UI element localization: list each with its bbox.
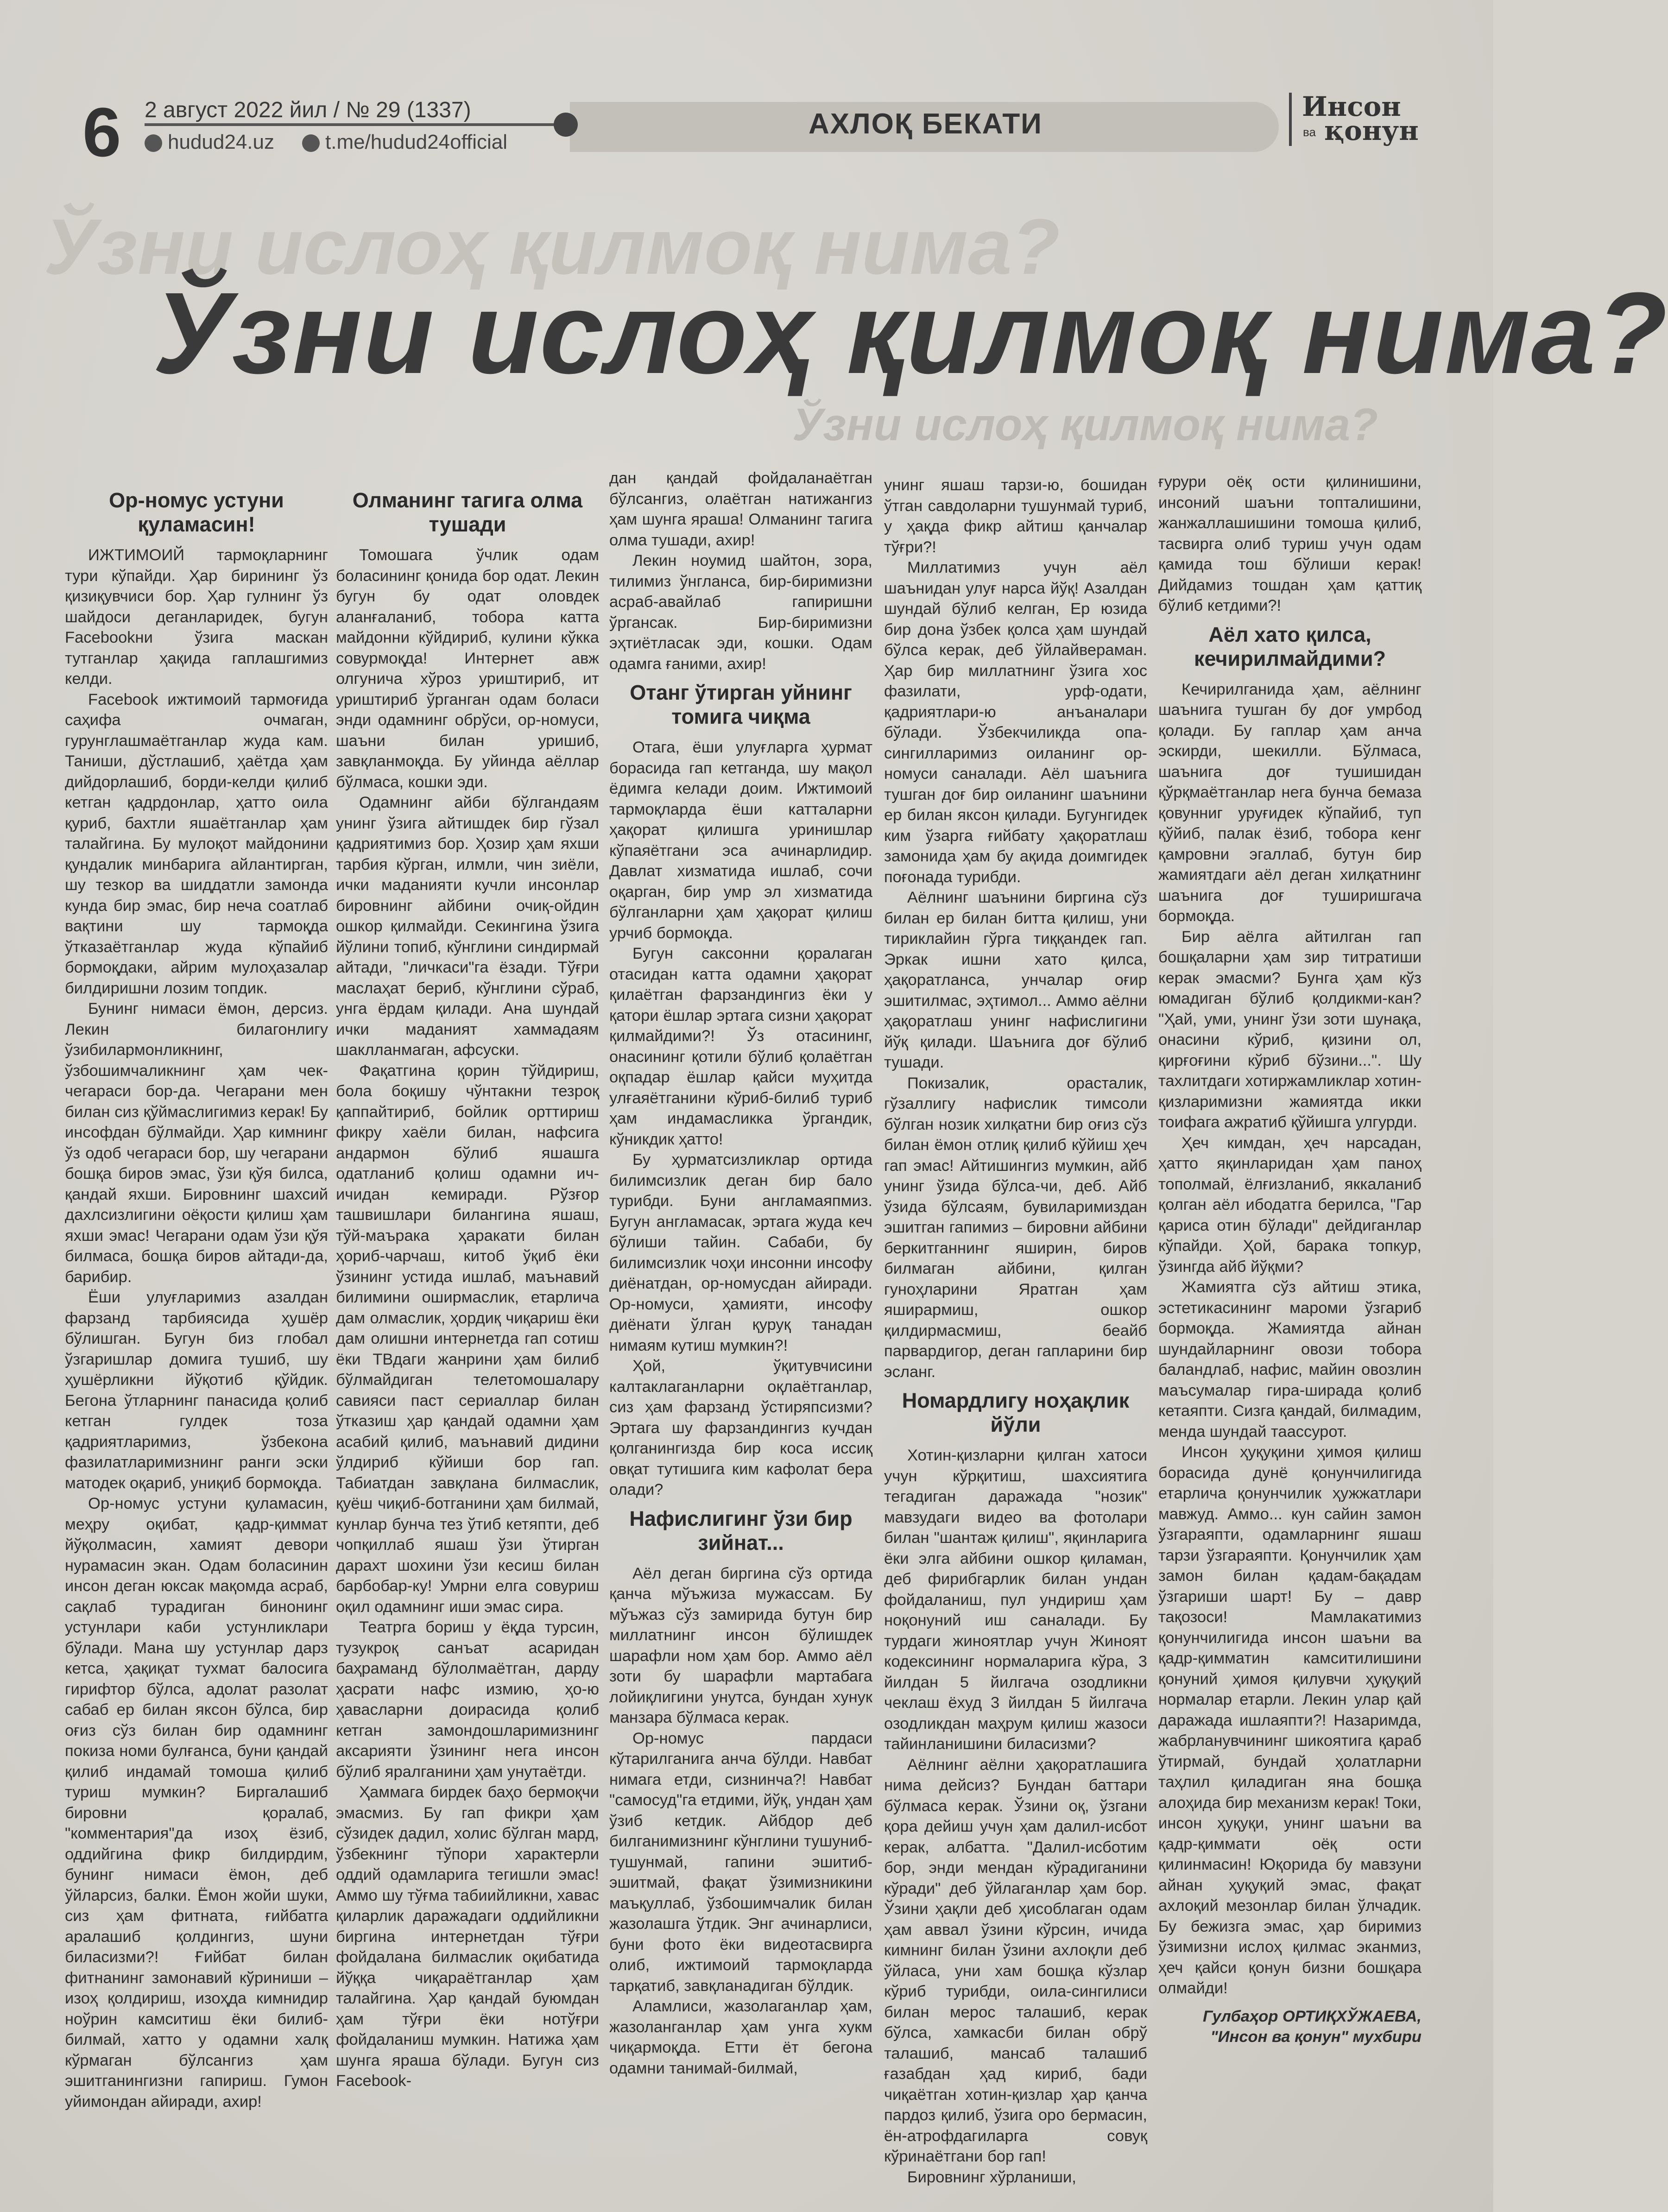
author-role: "Инсон ва қонун" мухбири bbox=[1210, 2028, 1422, 2046]
paragraph: Отага, ёши улуғларга ҳурмат борасида гап кетганда, шу мақол ёдимга келади доим. Ижтимоий тармоқларда ёши катталарни ҳақорат қилишга уринишлар кўпаяётгани эса ачинарлидир. Давлат хизматида ишлаб, сочи оқарган, бир умр эл хизматида бўлганларни ҳам ҳақорат қилиш урчиб бормоқда. bbox=[609, 739, 872, 942]
ghost-title: Ўзни ислоҳ қилмоқ нима? bbox=[44, 203, 1060, 291]
logo-word-inson: Инсон bbox=[1302, 91, 1401, 122]
page-number: 6 bbox=[82, 93, 121, 171]
paragraph: Хотин-қизларни қилган хатоси учун кўрқитиш, шахсиятига тегадиган даражада "нозик" мавзудаги видео ва фотолари билан "шантаж қилиш", яқинларига ёки элга айбини ошкор қиламан, деб фирибгарлик билан ундан фойдаланиш, пул ундириш ҳам ноқонуний иш саналади. Бу турдаги жиноятлар учун Жиноят кодексининг нормаларига кўра, 3 йилдан 5 йилгача озодликни чеклаш ёхуд 3 йилдан 5 йилгача озодликдан маҳрум қилиш жазоси тайинланишини биласизми? bbox=[884, 1447, 1147, 1753]
author-signature bbox=[1158, 2006, 1422, 2047]
paragraph: Аёл деган биргина сўз ортида қанча мўъжиза мужассам. Бу мўъжаз сўз замирида бутун бир миллатнинг инсон бўлишдек шарафли ном ҳам бор. Аммо аёл зоти бу шарафли мартабага лойиқлигини унутса, бундан хунук манзара бўлмаса керак. bbox=[609, 1564, 872, 1726]
paragraph: Ҳаммага бирдек баҳо бермоқчи эмасмиз. Бу гап фикри ҳам сўзидек дадил, холис бўлган мард, ўзбекнинг тўпори характерли оддий одамларига тегишли эмас! Аммо шу тўғма табиийликни, хавас қиларлик даражадаги оддийликни биргина интернетдан тўғри фойдалана билмаслик оқибатида йўққа чиқараётганлар ҳам талайгина. Ҳар қандай буюмдан ҳам тўғри ёки нотўғри фойдаланиш мумкин. Натижа ҳам шунга яраша бўлади. Бугун сиз Facebook- bbox=[336, 1783, 599, 2090]
paragraph: Ор-номус устуни қуламасин, меҳру оқибат, қадр-қиммат йўқолмасин, хамият девори нурамасин экан. Одам боласинин инсон деган юксак мақомда асраб, сақлаб турадиган бинонинг устунлари каби устунликлари бўлади. Мана шу устунлар дарз кетса, ҳақиқат тухмат балосига гирифтор бўлса, адолат разолат сабаб ер билан яксон бўлса, бир оғиз сўз билан бир одамнинг покиза номи булғанса, буни қандай қилиб индамай томоша қилиб туриш мумкин? Биргалашиб бировни қоралаб, "комментария"да изоҳ ёзиб, оддийгина фикр билдирдим, бунинг нимаси ёмон, деб ўйларсиз, балки. Ёмон жойи шуки, сиз ҳам фитната, ғийбатга аралашиб қолдингиз, шуни биласизми?! Ғийбат билан фитнанинг замонавий кўриниши – изоҳ қолдириш, изоҳда кимнидир ноўрин камситиш ёки билиб-билмай, хатто у одамни халқ кўрмаган бўлсангиз ҳам эшитганингизни гапириш. Гумон уйимондан айиради, ахир! bbox=[65, 1495, 328, 2111]
paragraph: Одамнинг айби бўлгандаям унинг ўзига айтишдек бир гўзал қадриятимиз бор. Ҳозир ҳам яхши тарбия кўрган, илмли, чин зиёли, ички маданияти кучли инсонлар бировнинг айбини очиқ-ойдин ошкор қилмайди. Секингина ўзига йўлини топиб, кўнглини синдирмай айтади, "личкаси"га ёзади. Тўғри маслаҳат бериб, кўнглини сўраб, унга ёрдам қилади. Ана шундай ички маданият хаммадаям шаклланмаган, афсуски. bbox=[336, 794, 599, 1059]
paragraph: Ҳеч кимдан, ҳеч нарсадан, ҳатто яқинларидан ҳам паноҳ тополмай, ёлғизланиб, яккаланиб қолган аёл ибодатга берилса, "Гар қариса отин бўлади" дейдиганлар кўпайди. Ҳой, барака топкур, ўзингда айб йўқми? bbox=[1158, 1134, 1422, 1276]
telegram-link[interactable]: t.me/hudud24official bbox=[302, 131, 507, 154]
subheading: Ор-номус устуни қуламасин! bbox=[109, 488, 284, 536]
paragraph: Facebook ижтимоий тармоғида саҳифа очмаган, гурунглашмаётганлар жуда кам. Таниши, дўстлашиб, ҳаётда ҳам дийдорлашиб, борди-келди қилиб кетган қадрдонлар, ҳатто оила қуриб, бахтли яшаётганлар ҳам талайгина. Бу мулоқот майдонини қундалик минбарига айлантирган, шу тезкор ва шиддатли замонда кунда бир эмас, бир неча соатлаб вақтини шу тармоқда ўтказаётганлар жуда кўпайиб бормоқдаки, айрим мулоҳазалар билдиришни лозим топдик. bbox=[65, 690, 328, 997]
website-link[interactable]: hudud24.uz bbox=[145, 131, 274, 154]
subheading: Нафислигинг ўзи бир зийнат... bbox=[629, 1506, 853, 1555]
header-links bbox=[145, 131, 507, 154]
paragraph: Томошага ўчлик одам боласининг қонида бор одат. Лекин бугун бу одат оловдек аланғаланиб, тобора катта майдонни кўйдириб, кулини кўкка совурмоқда! Интернет авж олгунича хўроз уриштириб, ит уриштириб ўрганган одам боласи энди одамнинг обрўси, ор-номуси, шаъни билан уришиб, завқланмоқда. Бу уйинда аёллар бўлмаса, кошки эди. bbox=[336, 546, 599, 791]
paragraph: Ёши улуғларимиз азалдан фарзанд тарбиясида ҳушёр бўлишган. Бугун биз глобал ўзгаришлар домига тушиб, шу ҳушёрликни йўқотиб қўйдик. Бегона ўтларнинг панасида қолиб кетган гулдек тоза қадриятларимиз, ўзбекона фазилатларимизнинг ранги эски матодек оқариб, униқиб бормоқда. bbox=[65, 1289, 328, 1492]
paragraph: Кечирилганида ҳам, аёлнинг шаънига тушган бу доғ умрбод қолади. Бу гаплар ҳам анча эскирди, шекилли. Бўлмаса, шаънига доғ тушишидан қўрқмаётганлар нега бунча бемаза қовунниг уруғидек кўпайиб, туп қўйиб, палак ёзиб, тобора кенг қамровни эгаллаб, бутун бир жамиятдаги аёл деган хилқатнинг шаънига доғ туширишгача бормоқда. bbox=[1158, 680, 1422, 925]
paragraph: дан қандай фойдаланаётган бўлсангиз, олаётган натижангиз ҳам шунга яраша! Олманинг тагига олма тушади, ахир! bbox=[609, 469, 872, 549]
issue-date: 2 август 2022 йил / № 29 (1337) bbox=[145, 98, 471, 122]
paragraph: Аёлнинг аёлни ҳақоратлашига нима дейсиз? Бундан баттари бўлмаса керак. Ўзини оқ, ўзгани қора дейиш учун ҳам далил-исбот керак, албатта. "Далил-исботим бор, энди мендан кўрадиганини кўради" деб ўйлаганлар ҳам бор. Ўзини ҳақли деб ҳисоблаган одам ҳам аввал ўзини кўрсин, ичида кимнинг билан ўзини ахлоқли деб ўйласа, уни хам бошқа кўзлар кўриб турибди, оила-сингилиси билан мерос талашиб, керак бўлса, хамкасби билан обрў талашиб, мансаб талашиб ғазабдан ҳад кириб, бади чиқаётган хотин-қизлар ҳар қанча пардоз қилиб, ўзига оро бермасин, ён-атрофдагиларга совуқ кўринаётгани бор гап! bbox=[884, 1756, 1147, 2165]
paragraph: Бировнинг хўрланиши, bbox=[907, 2168, 1076, 2186]
paragraph: ғурури оёқ ости қилинишини, инсоний шаъни топталишини, жанжаллашишини томоша қилиб, тасвирга олиб туриш учун одам қамида тош бўлиши керак! Дийдамиз тошдан ҳам қаттиқ бўлиб кетдими?! bbox=[1158, 473, 1422, 614]
ghost-subtitle: Ўзни ислоҳ қилмоқ нима? bbox=[792, 399, 1378, 450]
paragraph: Бугун саксонни қоралаган отасидан катта одамни ҳақорат қилаётган фарзандингиз ёки у қатори ёшлар эртага сизни ҳақорат қилмайдими?! Ўз отасининг, онасининг қотили бўлиб қолаётган оқпадар ёшлар қайси муҳитда улғаяётганини кўриб-билиб туриб ҳам индамасликка ўргандик, кўникдик ҳатто! bbox=[609, 945, 872, 1148]
subheading: Номардлигу ноҳақлик йўли bbox=[902, 1389, 1130, 1436]
paragraph: Ор-номус пардаси кўтарилганига анча бўлди. Навбат нимага етди, сизнинчa?! Навбат "самосуд"га етдими, йўқ, ундан ҳам ўзиб кетдик. Айбдор деб билганимизнинг кўнглини тушуниб-тушунмай, гапини эшитиб-эшитмай, фақат ўзимизникини маъқуллаб, ўзбошимчалик билан жазолашга ўтдик. Энг ачинарлиси, буни фото ёки видеотасвирга олиб, ижтимоий тармоқларда тарқатиб, завқланадиган бўлдик. bbox=[609, 1729, 872, 1995]
paragraph: унинг яшаш тарзи-ю, бошидан ўтган савдоларни тушунмай туриб, у ҳақда фикр айтиш қанчалар тўғри?! bbox=[884, 476, 1147, 556]
section-title: АХЛОҚ БЕКАТИ bbox=[809, 108, 1042, 140]
subheading: Аёл хато қилса, кечирилмайдими? bbox=[1194, 622, 1386, 670]
column-5 bbox=[1158, 472, 1422, 2047]
paragraph: Покизалик, орасталик, гўзаллигу нафислик тимсоли бўлган нозик хилқатни бир оғиз сўз билан ёмон отлиқ қилиб кўйиш ҳеч гап эмас! Айтишингиз мумкин, айб унинг ўзида бўлса-чи, деб. Айб ўзида бўлсаям, бувиларимиздан эшитган гапимиз – бировни айбини беркитганнинг яширин, биров билмаган айбини, қилган гуноҳларини Яратган ҳам яширармиш, ошкор қилдирмасмиш, беайб парвардигор, деган гапларини бир эсланг. bbox=[884, 1074, 1147, 1381]
subheading: Отанг ўтирган уйнинг томига чиқма bbox=[630, 681, 852, 728]
paragraph: Фақатгина қорин тўйдириш, бола боқишу чўнтакни тезроқ қаппайтириб, бойлик орттириш фикру хаёли билан, нафсига андармон бўлиб яшашга одатланиб қолиш одамни ич-ичидан кемиради. Рўзғор ташвишлари билангина яшаш, тўй-маърака ҳаракати билан ҳориб-чарчаш, китоб ўқиб ёки ўзининг устида ишлаб, маънавий билимини оширмаслик, етарлича дам олмаслик, ҳордиқ чиқариш ёки дам олишни интернетда гап сотиш ёки ТВдаги жанрини ҳам билиб бўлмайдиган телетомошалару савияси паст сериаллар билан ўтказиш ҳар қандай одамни ҳам асабий қилиб, маънавий дидини ўлдириб кўйиши бор гап. Табиатдан завқлана билмаслик, қуёш чиқиб-ботганини ҳам билмай, кунлар бунча тез ўтиб кетяпти, деб чопқиллаб яшаш ўзи ўтирган дарахт шохини ўзи кесиш билан барбобар-ку! Умрни елга совуриш оқил одамнинг иши эмас сира. bbox=[336, 1062, 599, 1616]
paragraph: Бир аёлга айтилган гап бошқаларни ҳам зир титратиши керак эмасми? Бунга ҳам кўз юмадиган бўлиб қолдикми-кан? "Ҳай, уми, унинг ўзи зоти шунақа, онасини кўриб, қизини ол, қирғоғини кўриб бўзини...". Шу тахлитдаги хотиржамликлар хотин-қизларимизни жамиятда икки тоифага ажратиб қўйишга улгурди. bbox=[1158, 928, 1422, 1131]
author-name: Гулбаҳор ОРТИҚХЎЖАЕВА, bbox=[1203, 2007, 1422, 2025]
article-title: Ўзни ислоҳ қилмоқ нима? bbox=[153, 268, 1668, 398]
paragraph: Аёлнинг шаънини биргина сўз билан ер билан битта қилиш, уни тириклайин гўрга тиққандек гап. Эркак ишни хато қилса, ҳақоратланса, унчалар оғир эшитилмас, эҳтимол... Аммо аёлни ҳақоратлаш унинг нафислигини йўқ қилади. Шаънига доғ бўлиб тушади. bbox=[884, 889, 1147, 1071]
column-2 bbox=[336, 482, 599, 2092]
paragraph: Жамиятга сўз айтиш этика, эстетикасининг мароми ўзгариб бормоқда. Жамиятда айнан шундайларнинг овози тобора баландлаб, нафис, майин овозлин маъсумалар гира-ширада қолиб кетаяпти. Сизга қандай, билмадим, менда шундай таассурот. bbox=[1158, 1278, 1422, 1441]
paragraph: Миллатимиз учун аёл шаънидан улуғ нарса йўқ! Азалдан шундай бўлиб келган, Ер юзида бир дона ўзбек қолса ҳам шундай бўлса керак, деб ўйлайвераман. Ҳар бир миллатнинг ўзига хос фазилати, урф-одати, қадриятлари-ю анъаналари бўлади. Ўзбекчиликда опа-сингилларимиз оиланинг ор-номуси саналади. Аёл шаънига тушган доғ бир оиланинг шаънини ер билан яксон қилади. Бугунгидек ким ўзарга ғийбату ҳақоратлаш замонида ҳам бу ақида доимгидек поғонада турибди. bbox=[884, 559, 1147, 886]
subheading: Олманинг тагига олма тушади bbox=[352, 488, 583, 536]
paragraph: Театрга бориш у ёқда турсин, тузукроқ санъат асаридан баҳраманд бўлолмаётган, дарду ҳасрати нафс измию, ҳо-ю ҳавасларни доирасида қолиб кетган замондошларимизнинг аксарияти ўзининг нега инсон бўлиб яралганини ҳам унутаётди. bbox=[336, 1618, 599, 1781]
paragraph: Лекин ноумид шайтон, зора, тилимиз ўнгланса, бир-биримизни асраб-авайлаб гапиришни ўргансак. Бир-биримизни эҳтиётласак эди, кошки. Одам одамга ғаними, ахир! bbox=[609, 552, 872, 673]
paragraph: ИЖТИМОИЙ тармоқларнинг тури кўпайди. Ҳар бирининг ўз қизиқувчиси бор. Ҳар гулнинг ўз шайдоси деганларидек, бугун Facebookни ўзига маскан тутганлар ҳақида гаплашгимиз келди. bbox=[65, 546, 328, 688]
paragraph: Ҳой, ўқитувчисини калтаклаганларни оқлаётганлар, сиз ҳам фарзанд ўстиряпсизми? Эртага шу фарзандингиз кучдан қолганингизда бир коса иссиқ овқат тутишига ким кафолат бера олади? bbox=[609, 1357, 872, 1498]
column-3 bbox=[609, 468, 872, 2079]
paragraph: Аламлиси, жазолаганлар ҳам, жазоланганлар ҳам унга хукм чиқармоқда. Етти ёт бегона одамни танимай-билмай, bbox=[609, 1997, 872, 2077]
paragraph: Инсон ҳуқуқини ҳимоя қилиш борасида дунё қонунчилигида етарлича қонунчилик ҳужжатлари мавжуд. Аммо... кун сайин замон ўзгараяпти, одамларнинг яшаш тарзи ўзгараяпти. Қонунчилик ҳам замон билан қадам-бақадам ўзгариши шарт! Бу – давр тақозоси! Мамлакатимиз қонунчилигида инсон шаъни ва қадр-қимматин камситилишини қонуний ҳимоя қилувчи ҳуқуқий нормалар етарли. Лекин улар қай даражада ишлаяпти?! Назаримда, жабрланувчининг шикоятига қараб ўтирмай, бундай ҳолатларни таҳлил қиладиган яна бошқа алоҳида бир механизм керак! Токи, инсон ҳуқуқи, унинг шаъни ва қадр-қиммати оёқ ости қилинмасин! Юқорида бу мавзуни айнан ҳуқуқий эмас, фақат ахлоқий мезонлар билан ўлчадик. Бу бежизга эмас, ҳар биримиз ўзимизни ислоҳ қилмас эканмиз, ҳеч қайси қонун бизни бошқара олмайди! bbox=[1158, 1443, 1422, 1997]
header-rule bbox=[145, 123, 562, 126]
header-dot bbox=[554, 113, 578, 137]
logo-word-qonun: қонун bbox=[1324, 115, 1419, 146]
logo-word-va: ва bbox=[1303, 125, 1316, 139]
globe-icon bbox=[145, 134, 162, 152]
telegram-icon bbox=[302, 134, 320, 152]
column-1 bbox=[65, 482, 328, 2112]
paragraph: Бунинг нимаси ёмон, дерсиз. Лекин билагонлигу ўзибилармонликнинг, ўзбошимчаликнинг ҳам чек-чегараси бор-да. Чегарани мен билан сиз қўймаслигимиз керак! Бу инсофдан бўлмайди. Ҳар кимнинг ўз одоб чегараси бор, шу чегарани бошқа биров эмас, ўзи қўя билса, қандай яхши. Бировнинг шахсий дахлсизлигини оёқости қилиш ҳам яхши эмас! Чегарани одам ўзи қўя билмаса, бошқа биров айтади-да, барибир. bbox=[65, 1000, 328, 1286]
paragraph: Бу ҳурматсизликлар ортида билимсизлик деган бир бало турибди. Буни англамаяпмиз. Бугун англамасак, эртага жуда кеч бўлиши тайин. Сабаби, бу билимсизлик чоҳи инсонни инсофу диёнатдан, ор-номусдан айиради. Ор-номуси, ҳамияти, инсофу диёнати ўлган қуруқ танадан нимаям кутиш мумкин?! bbox=[609, 1151, 872, 1354]
logo-divider bbox=[1289, 93, 1292, 146]
column-4 bbox=[884, 475, 1147, 2187]
